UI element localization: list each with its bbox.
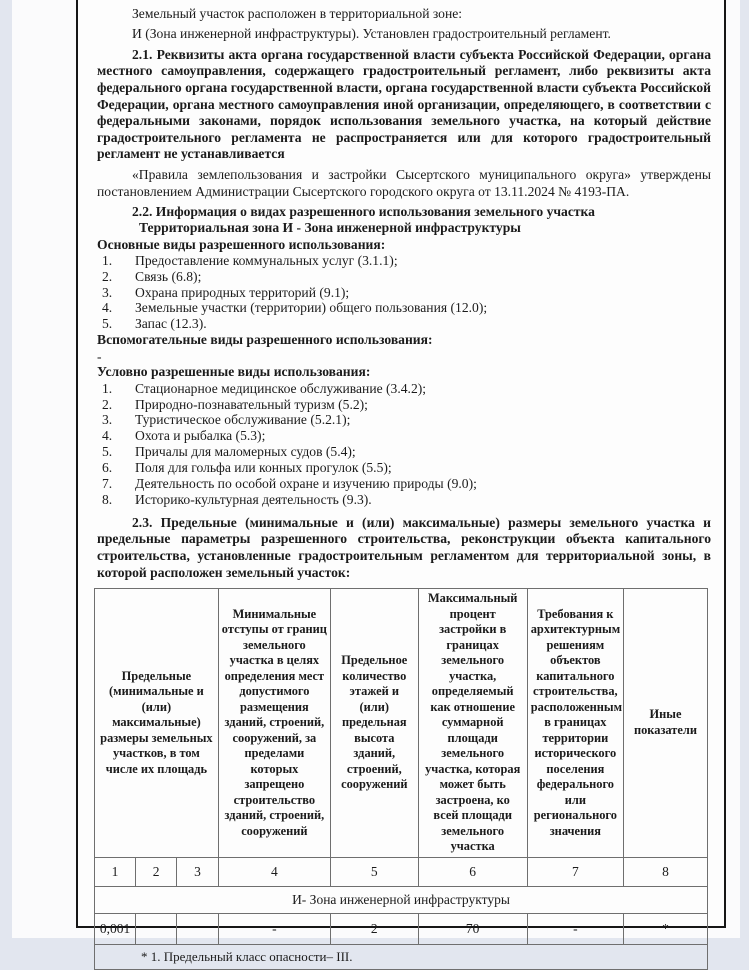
value-cell-3 [177,913,219,944]
list-item [97,460,711,476]
list-item-text: Охота и рыбалка (5.3); [135,428,266,444]
list-item-number: 6. [102,460,113,476]
list-item [97,285,711,301]
list-item-number: 3. [102,284,113,300]
list-item [97,492,711,508]
intro-line-zone-value: И (Зона инженерной инфраструктуры). Установлен градостроительный регламент. [132,26,611,42]
column-number-cell: 2 [136,857,177,886]
list-item-number: 2. [102,396,113,412]
header-architectural-requirements: Требования к архитектурным решениям объектов капитального строительства, расположенным в границах территории исторического поселения федерального или регионального значения [527,589,623,858]
list-item-text: Связь (6.8); [135,268,202,284]
column-number-cell: 1 [95,857,136,886]
column-number-cell: 8 [623,857,707,886]
limits-parameters-table [94,588,708,970]
header-min-setbacks: Минимальные отступы от границ земельного участка в целях определения мест допустимого размещения зданий, строений, сооружений, за пределами которых запрещено строительство зданий, строений, сооружений [218,589,330,858]
column-number-cell: 5 [330,857,418,886]
main-uses-heading: Основные виды разрешенного использования: [97,236,386,252]
list-item-number: 1. [102,252,113,268]
section-2-2-title: 2.2. Информация о видах разрешенного использования земельного участка [132,204,595,220]
value-other-indicators: * [623,913,707,944]
list-item-number: 2. [102,268,113,284]
footnote-cell: * 1. Предельный класс опасности– III. [95,944,708,969]
header-max-built-percent: Максимальный процент застройки в границах земельного участка, определяемый как отношение суммарной площади земельного участка, которая может быть застроена, ко всей площади земельного участка [418,589,527,858]
list-item-text: Туристическое обслуживание (5.2.1); [135,412,351,428]
zone-name-row [95,886,708,913]
list-item [97,316,711,332]
list-item-number: 8. [102,491,113,507]
scanned-page [12,0,740,964]
list-item-number: 3. [102,412,113,428]
intro-line-territorial-zone: Земельный участок расположен в территориальной зоне: [132,6,463,21]
column-number-cell: 3 [177,857,219,886]
section-2-1-paragraph: 2.1. Реквизиты акта органа государственной власти субъекта Российской Федерации, органа местного самоуправления, содержащего градостроительный регламент, либо реквизиты акта федерального органа государственной власти, органа государственной власти субъекта Российской Федерации, органа местного самоуправления иной организации, определяющего, в соответствии с федеральными законами, порядок использования земельного участка, на который действие градостроительного регламента не распространяется или для которого градостроительный регламент не устанавливается [97,46,711,162]
list-item-number: 4. [102,428,113,444]
value-min-area: 0,001 [95,913,136,944]
list-item [97,381,711,397]
list-item-text: Историко-культурная деятельность (9.3). [135,491,372,507]
list-item-number: 5. [102,444,113,460]
header-max-floors-height: Предельное количество этажей и (или) предельная высота зданий, строений, сооружений [330,589,418,858]
value-min-setbacks: - [218,913,330,944]
document-content [97,6,711,970]
zone-name-cell: И- Зона инженерной инфраструктуры [95,886,708,913]
value-max-floors: 2 [330,913,418,944]
column-number-cell: 7 [527,857,623,886]
header-plot-sizes: Предельные (минимальные и (или) максимальные) размеры земельных участков, в том числе их площадь [95,589,219,858]
list-item [97,253,711,269]
list-item [97,397,711,413]
conditional-uses-heading: Условно разрешенные виды использования: [97,364,371,380]
header-other-indicators: Иные показатели [623,589,707,858]
list-item [97,428,711,444]
conditional-uses-list [97,381,711,508]
list-item [97,412,711,428]
list-item-text: Запас (12.3). [135,316,207,332]
zone-subtitle: Территориальная зона И - Зона инженерной инфраструктуры [139,220,521,236]
table-data-row [95,913,708,944]
value-max-built-percent: 70 [418,913,527,944]
list-item-text: Предоставление коммунальных услуг (3.1.1); [135,252,398,268]
list-item [97,300,711,316]
column-number-row [95,857,708,886]
section-2-3-paragraph: 2.3. Предельные (минимальные и (или) максимальные) размеры земельного участка и предельные параметры разрешенного строительства, реконструкции объекта капитального строительства, установленные градостроительным регламентом для территориальной зоны, в которой расположен земельный участок: [97,514,711,580]
column-number-cell: 4 [218,857,330,886]
list-item-text: Природно-познавательный туризм (5.2); [135,396,368,412]
list-item-number: 7. [102,476,113,492]
list-item [97,444,711,460]
aux-uses-heading: Вспомогательные виды разрешенного использования: [97,332,433,348]
list-item-text: Деятельность по особой охране и изучению природы (9.0); [135,476,477,492]
list-item [97,269,711,285]
value-architectural: - [527,913,623,944]
list-item-text: Земельные участки (территории) общего пользования (12.0); [135,300,488,316]
column-number-cell: 6 [418,857,527,886]
aux-uses-value: - [97,348,102,364]
list-item-text: Поля для гольфа или конных прогулок (5.5); [135,460,392,476]
list-item [97,476,711,492]
document-border-frame [76,0,726,964]
table-footnote-row [95,944,708,969]
list-item-number: 4. [102,300,113,316]
main-uses-list [97,253,711,333]
list-item-number: 5. [102,316,113,332]
list-item-number: 1. [102,380,113,396]
table-header-row [95,589,708,858]
list-item-text: Охрана природных территорий (9.1); [135,284,350,300]
list-item-text: Стационарное медицинское обслуживание (3.4.2); [135,380,427,396]
list-item-text: Причалы для маломерных судов (5.4); [135,444,356,460]
value-cell-2 [136,913,177,944]
rules-approval-paragraph: «Правила землепользования и застройки Сысертского муниципального округа» утверждены постановлением Администрации Сысертского городского округа от 13.11.2024 № 4193-ПА. [97,166,711,199]
